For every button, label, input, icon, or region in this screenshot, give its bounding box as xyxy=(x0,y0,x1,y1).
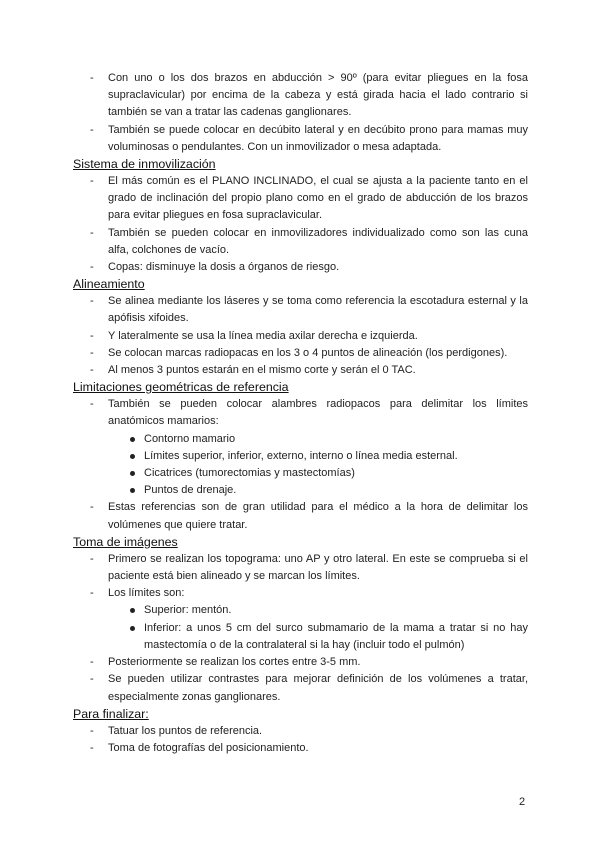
list-item xyxy=(73,396,528,499)
list-item xyxy=(73,551,528,585)
sub-list-item-text: Límites superior, inferior, externo, interno o línea media esternal. xyxy=(144,449,458,462)
sub-list-item xyxy=(108,602,528,619)
toma-imagenes-list xyxy=(73,551,528,706)
limitaciones-sublist xyxy=(108,431,528,500)
limitaciones-list xyxy=(73,396,528,534)
section-heading-para-finalizar: Para finalizar: xyxy=(73,706,149,721)
list-item-text: - Copas: disminuye la dosis a órganos de riesgo. xyxy=(108,261,340,274)
list-item-text: - Se pueden utilizar contrastes para mejorar definición de los volúmenes a tratar, especialmente zonas ganglionares. xyxy=(108,673,528,703)
list-item-text: - Primero se realizan los topograma: uno AP y otro lateral. En este se comprueba si el paciente está bien alineado y se marcan los límites. xyxy=(108,552,528,583)
sub-list-item xyxy=(108,448,528,465)
sub-list-item xyxy=(108,620,528,654)
list-item xyxy=(73,173,528,225)
list-item xyxy=(73,671,528,705)
list-item-text: - El más común es el PLANO INCLINADO, el cual se ajusta a la paciente tanto en el grado de inclinación del propio plano como en el grado de abducción de los brazos para evitar pliegues en fosa supraclavicular. xyxy=(108,175,528,222)
list-item-text: - Posteriormente se realizan los cortes entre 3-5 mm. xyxy=(108,656,361,669)
list-item-text: - Tatuar los puntos de referencia. xyxy=(108,724,263,737)
list-item xyxy=(73,293,528,327)
sub-list-item-text: Superior: mentón. xyxy=(144,604,232,617)
list-item xyxy=(73,654,528,671)
list-item-text: - Al menos 3 puntos estarán en el mismo corte y serán el 0 TAC. xyxy=(108,364,416,377)
page-number: 2 xyxy=(519,796,526,808)
sub-list-item xyxy=(108,465,528,482)
list-item xyxy=(73,225,528,259)
list-item-text: - También se puede colocar en decúbito lateral y en decúbito prono para mamas muy voluminosas o pendulantes. Con un inmovilizador o mesa adaptada. xyxy=(108,123,528,153)
section-heading-inmovilizacion: Sistema de inmovilización xyxy=(73,157,216,172)
sub-list-item-text: Puntos de drenaje. xyxy=(144,484,237,497)
para-finalizar-list xyxy=(73,723,528,757)
list-item xyxy=(73,70,528,122)
list-item xyxy=(73,740,528,757)
section-heading-alineamiento: Alineamiento xyxy=(73,277,145,292)
list-item xyxy=(73,328,528,345)
list-item-text: - Estas referencias son de gran utilidad para el médico a la hora de delimitar los volúmenes que quiere tratar. xyxy=(108,501,528,531)
sub-list-item-text: Contorno mamario xyxy=(144,432,236,445)
sub-list-item xyxy=(108,482,528,499)
list-item-text: - Toma de fotografías del posicionamiento. xyxy=(108,741,309,754)
list-item xyxy=(73,723,528,740)
section-heading-limitaciones: Limitaciones geométricas de referencia xyxy=(73,380,289,395)
list-item xyxy=(73,362,528,379)
section-heading-toma-imagenes: Toma de imágenes xyxy=(73,534,178,549)
intro-list xyxy=(73,70,528,156)
list-item xyxy=(73,122,528,156)
document-body xyxy=(73,70,528,757)
sub-list-item-text: Inferior: a unos 5 cm del surco submamario de la mama a tratar si no hay mastectomía o de la contralateral si la hay (incluir todo el pulmón) xyxy=(144,621,528,651)
list-item-text: - Con uno o los dos brazos en abducción > 90º (para evitar pliegues en la fosa supraclavicular) por encima de la cabeza y está girada hacia el lado contrario si también se van a tratar las cadenas ganglionares. xyxy=(108,72,528,119)
sub-list-item xyxy=(108,431,528,448)
list-item xyxy=(73,499,528,533)
limites-sublist xyxy=(108,602,528,654)
alineamiento-list xyxy=(73,293,528,379)
list-item xyxy=(73,585,528,654)
list-item-text: - También se pueden colocar en inmovilizadores individualizado como son las cuna alfa, colchones de vacío. xyxy=(108,226,528,256)
list-item xyxy=(73,345,528,362)
list-item-text: - Se alinea mediante los láseres y se toma como referencia la escotadura esternal y la apófisis xifoides. xyxy=(108,295,528,325)
inmovilizacion-list xyxy=(73,173,528,276)
list-item-text: - Se colocan marcas radiopacas en los 3 o 4 puntos de alineación (los perdigones). xyxy=(108,346,508,359)
list-item-text: - Y lateralmente se usa la línea media axilar derecha e izquierda. xyxy=(108,329,418,342)
list-item-text: - Los límites son: xyxy=(108,587,185,600)
list-item-text: - También se pueden colocar alambres radiopacos para delimitar los límites anatómicos mamarios: xyxy=(108,398,528,428)
list-item xyxy=(73,259,528,276)
sub-list-item-text: Cicatrices (tumorectomias y mastectomías) xyxy=(144,467,355,480)
